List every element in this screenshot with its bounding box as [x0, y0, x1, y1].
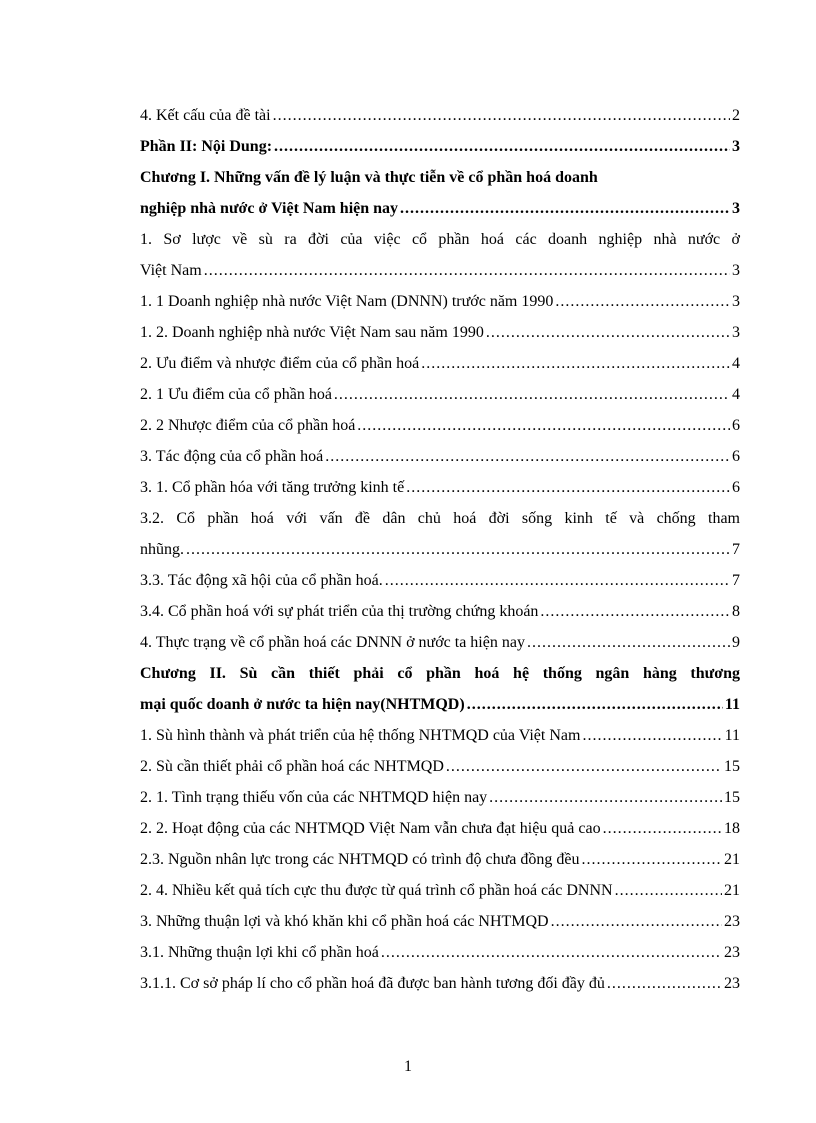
toc-entry-page: 11 [724, 727, 740, 744]
toc-entry [140, 839, 740, 870]
toc-entry [140, 622, 740, 653]
toc-entry-title-line1: Chương II. Sù cần thiết phải cổ phần hoá hệ thống ngân hàng thương [140, 665, 740, 682]
toc-entry-page: 6 [732, 417, 740, 434]
table-of-contents [140, 95, 740, 994]
toc-entry-title-line1: Chương I. Những vấn đề lý luận và thực tiễn về cổ phần hoá doanh [140, 169, 598, 186]
toc-entry [140, 901, 740, 932]
toc-entry-title: 3.1.1. Cơ sở pháp lí cho cổ phần hoá đã được ban hành tương đối đầy đủ [140, 975, 605, 992]
toc-entry [140, 95, 740, 126]
toc-entry [140, 312, 740, 343]
toc-entry-page: 3 [732, 200, 740, 217]
toc-entry-title: 2.3. Nguồn nhân lực trong các NHTMQD có trình độ chưa đồng đều [140, 851, 580, 868]
toc-entry-page: 3 [732, 262, 740, 279]
toc-entry-title: 2. 2. Hoạt động của các NHTMQD Việt Nam vẫn chưa đạt hiệu quả cao [140, 820, 601, 837]
toc-entry [140, 436, 740, 467]
toc-entry-page: 9 [732, 634, 740, 651]
toc-entry [140, 467, 740, 498]
toc-entry-title: 1. Sù hình thành và phát triển của hệ thống NHTMQD của Việt Nam [140, 727, 581, 744]
toc-entry-title: 1. 1 Doanh nghiệp nhà nước Việt Nam (DNNN) trước năm 1990 [140, 293, 554, 310]
toc-entry [140, 715, 740, 746]
toc-entry [140, 405, 740, 436]
toc-entry-title: Việt Nam [140, 262, 202, 279]
toc-entry [140, 281, 740, 312]
toc-entry-page: 21 [724, 851, 740, 868]
toc-entry [140, 126, 740, 157]
toc-entry-line1 [140, 498, 740, 529]
toc-entry-page: 23 [724, 975, 740, 992]
toc-entry [140, 560, 740, 591]
toc-entry-title: mại quốc doanh ở nước ta hiện nay(NHTMQD) [140, 696, 465, 713]
toc-entry-page: 11 [724, 696, 740, 713]
toc-entry-page: 7 [732, 572, 740, 589]
toc-entry-page: 23 [724, 944, 740, 961]
toc-entry [140, 963, 740, 994]
toc-entry-line1 [140, 653, 740, 684]
toc-entry-page: 8 [732, 603, 740, 620]
toc-entry [140, 932, 740, 963]
toc-entry-title: 3. 1. Cổ phần hóa với tăng trưởng kinh tế [140, 479, 405, 496]
toc-entry-title: 3. Tác động của cổ phần hoá [140, 448, 324, 465]
toc-entry-page: 2 [732, 107, 740, 124]
toc-entry-page: 15 [724, 789, 740, 806]
toc-entry-title-line1: 3.2. Cổ phần hoá với vấn đề dân chủ hoá đời sống kinh tế và chống tham [140, 510, 740, 527]
toc-entry [140, 374, 740, 405]
toc-entry-page: 7 [732, 541, 740, 558]
toc-entry [140, 777, 740, 808]
toc-entry-title: 3.1. Những thuận lợi khi cổ phần hoá [140, 944, 379, 961]
toc-entry-page: 6 [732, 448, 740, 465]
toc-entry-page: 15 [724, 758, 740, 775]
toc-entry [140, 591, 740, 622]
toc-entry-title: 2. 1 Ưu điểm của cổ phần hoá [140, 386, 332, 403]
page-number: 1 [404, 1058, 412, 1075]
toc-entry [140, 529, 740, 560]
toc-entry-page: 21 [724, 882, 740, 899]
toc-entry [140, 188, 740, 219]
toc-entry-title-line1: 1. Sơ lược về sù ra đời của việc cổ phần hoá các doanh nghiệp nhà nước ở [140, 231, 740, 248]
toc-entry-page: 23 [724, 913, 740, 930]
toc-entry-title: 1. 2. Doanh nghiệp nhà nước Việt Nam sau năm 1990 [140, 324, 484, 341]
toc-entry [140, 343, 740, 374]
toc-entry-title: 3.4. Cổ phần hoá với sự phát triển của thị trường chứng khoán [140, 603, 539, 620]
toc-entry-title: 2. 1. Tình trạng thiếu vốn của các NHTMQD hiện nay [140, 789, 488, 806]
toc-entry-line1 [140, 157, 740, 188]
toc-entry [140, 250, 740, 281]
toc-entry-title: 2. 4. Nhiều kết quả tích cực thu được từ quá trình cổ phần hoá các DNNN [140, 882, 613, 899]
toc-entry-title: 3.3. Tác động xã hội của cổ phần hoá. [140, 572, 383, 589]
toc-entry-page: 4 [732, 355, 740, 372]
toc-entry [140, 684, 740, 715]
toc-entry-title: 2. Sù cần thiết phải cổ phần hoá các NHTMQD [140, 758, 444, 775]
toc-entry-title: 2. 2 Nhược điểm của cổ phần hoá [140, 417, 356, 434]
toc-entry-title: nhũng. [140, 541, 184, 558]
toc-entry [140, 808, 740, 839]
toc-entry [140, 870, 740, 901]
toc-entry-page: 6 [732, 479, 740, 496]
toc-entry-title: 4. Thực trạng về cổ phần hoá các DNNN ở nước ta hiện nay [140, 634, 525, 651]
toc-entry-page: 3 [732, 138, 740, 155]
toc-entry [140, 746, 740, 777]
toc-entry-page: 4 [732, 386, 740, 403]
toc-entry-line1 [140, 219, 740, 250]
toc-entry-page: 3 [732, 293, 740, 310]
toc-entry-title: Phần II: Nội Dung: [140, 138, 273, 155]
toc-entry-title: 2. Ưu điểm và nhược điểm của cổ phần hoá [140, 355, 420, 372]
toc-entry-page: 18 [724, 820, 740, 837]
toc-entry-page: 3 [732, 324, 740, 341]
toc-entry-title: 3. Những thuận lợi và khó khăn khi cổ phần hoá các NHTMQD [140, 913, 549, 930]
toc-entry-title: 4. Kết cấu của đề tài [140, 107, 271, 124]
toc-entry-title: nghiệp nhà nước ở Việt Nam hiện nay [140, 200, 399, 217]
